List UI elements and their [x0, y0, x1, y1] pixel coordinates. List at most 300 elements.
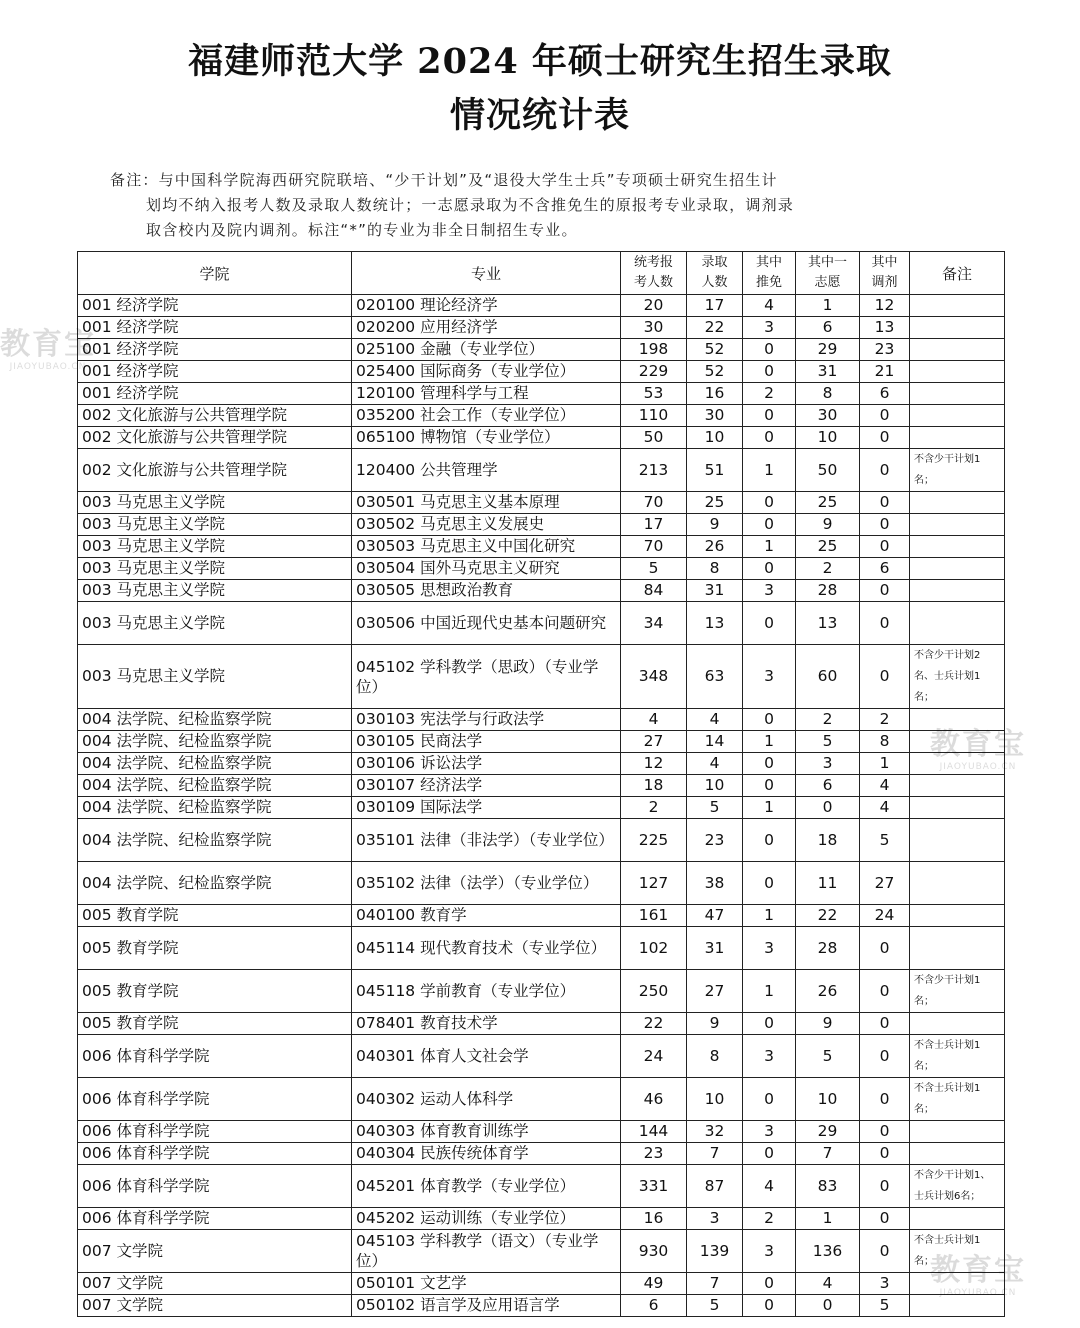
table-row [78, 1035, 1005, 1078]
first-choice-cell: 13 [796, 602, 860, 645]
header-first-choice: 其中一 志愿 [796, 252, 860, 295]
remark-cell [910, 580, 1005, 602]
table-row [78, 295, 1005, 317]
exempt-cell: 0 [743, 1013, 796, 1035]
first-choice-cell: 26 [796, 970, 860, 1013]
college-cell: 002 文化旅游与公共管理学院 [78, 449, 352, 492]
applicants-cell: 930 [621, 1230, 687, 1273]
admitted-cell: 31 [687, 580, 743, 602]
major-cell: 035200 社会工作（专业学位） [352, 405, 621, 427]
table-row [78, 731, 1005, 753]
college-cell: 006 体育科学学院 [78, 1208, 352, 1230]
major-cell: 035101 法律（非法学）（专业学位） [352, 819, 621, 862]
table-body [78, 295, 1005, 1317]
table-row [78, 514, 1005, 536]
remark-cell [910, 819, 1005, 862]
college-cell: 001 经济学院 [78, 317, 352, 339]
college-cell: 003 马克思主义学院 [78, 602, 352, 645]
exempt-cell: 0 [743, 819, 796, 862]
table-row [78, 797, 1005, 819]
table-row [78, 317, 1005, 339]
adjusted-cell: 0 [860, 970, 910, 1013]
major-cell: 030501 马克思主义基本原理 [352, 492, 621, 514]
college-cell: 004 法学院、纪检监察学院 [78, 731, 352, 753]
admitted-cell: 139 [687, 1230, 743, 1273]
first-choice-cell: 136 [796, 1230, 860, 1273]
remark-cell [910, 1273, 1005, 1295]
major-cell: 050102 语言学及应用语言学 [352, 1295, 621, 1317]
major-cell: 030107 经济法学 [352, 775, 621, 797]
college-cell: 003 马克思主义学院 [78, 514, 352, 536]
major-cell: 045201 体育教学（专业学位） [352, 1165, 621, 1208]
major-cell: 030109 国际法学 [352, 797, 621, 819]
adjusted-cell: 21 [860, 361, 910, 383]
applicants-cell: 348 [621, 645, 687, 709]
college-cell: 004 法学院、纪检监察学院 [78, 753, 352, 775]
applicants-cell: 22 [621, 1013, 687, 1035]
table-header-row [78, 252, 1005, 295]
table-row [78, 492, 1005, 514]
applicants-cell: 18 [621, 775, 687, 797]
exempt-cell: 4 [743, 295, 796, 317]
remark-cell [910, 295, 1005, 317]
adjusted-cell: 27 [860, 862, 910, 905]
note-paragraph [110, 168, 925, 243]
first-choice-cell: 60 [796, 645, 860, 709]
exempt-cell: 0 [743, 427, 796, 449]
college-cell: 001 经济学院 [78, 383, 352, 405]
major-cell: 040301 体育人文社会学 [352, 1035, 621, 1078]
applicants-cell: 144 [621, 1121, 687, 1143]
college-cell: 007 文学院 [78, 1273, 352, 1295]
admitted-cell: 52 [687, 339, 743, 361]
table-row [78, 1273, 1005, 1295]
exempt-cell: 0 [743, 862, 796, 905]
table-row [78, 753, 1005, 775]
remark-cell [910, 797, 1005, 819]
exempt-cell: 3 [743, 1230, 796, 1273]
college-cell: 005 教育学院 [78, 1013, 352, 1035]
college-cell: 004 法学院、纪检监察学院 [78, 819, 352, 862]
exempt-cell: 1 [743, 797, 796, 819]
first-choice-cell: 28 [796, 580, 860, 602]
exempt-cell: 0 [743, 1143, 796, 1165]
college-cell: 003 马克思主义学院 [78, 580, 352, 602]
exempt-cell: 3 [743, 645, 796, 709]
admitted-cell: 27 [687, 970, 743, 1013]
applicants-cell: 49 [621, 1273, 687, 1295]
first-choice-cell: 10 [796, 427, 860, 449]
exempt-cell: 3 [743, 580, 796, 602]
first-choice-cell: 5 [796, 1035, 860, 1078]
admitted-cell: 23 [687, 819, 743, 862]
exempt-cell: 0 [743, 1295, 796, 1317]
remark-cell [910, 709, 1005, 731]
admitted-cell: 31 [687, 927, 743, 970]
remark-cell [910, 927, 1005, 970]
admitted-cell: 32 [687, 1121, 743, 1143]
remark-cell: 不含士兵计划1名； [910, 1035, 1005, 1078]
major-cell: 030106 诉讼法学 [352, 753, 621, 775]
college-cell: 006 体育科学学院 [78, 1143, 352, 1165]
applicants-cell: 110 [621, 405, 687, 427]
major-cell: 120400 公共管理学 [352, 449, 621, 492]
adjusted-cell: 0 [860, 1165, 910, 1208]
first-choice-cell: 29 [796, 339, 860, 361]
remark-cell [910, 905, 1005, 927]
first-choice-cell: 7 [796, 1143, 860, 1165]
major-cell: 040303 体育教育训练学 [352, 1121, 621, 1143]
exempt-cell: 0 [743, 1273, 796, 1295]
note-line-2: 划均不纳入报考人数及录取人数统计；一志愿录取为不含推免生的原报考专业录取，调剂录 [146, 196, 795, 214]
adjusted-cell: 0 [860, 536, 910, 558]
applicants-cell: 16 [621, 1208, 687, 1230]
major-cell: 065100 博物馆（专业学位） [352, 427, 621, 449]
college-cell: 005 教育学院 [78, 970, 352, 1013]
table-row [78, 1078, 1005, 1121]
college-cell: 007 文学院 [78, 1230, 352, 1273]
college-cell: 002 文化旅游与公共管理学院 [78, 427, 352, 449]
remark-cell [910, 731, 1005, 753]
admitted-cell: 3 [687, 1208, 743, 1230]
college-cell: 001 经济学院 [78, 361, 352, 383]
admitted-cell: 87 [687, 1165, 743, 1208]
adjusted-cell: 2 [860, 709, 910, 731]
college-cell: 005 教育学院 [78, 905, 352, 927]
college-cell: 006 体育科学学院 [78, 1078, 352, 1121]
table-row [78, 405, 1005, 427]
major-cell: 030506 中国近现代史基本问题研究 [352, 602, 621, 645]
major-cell: 030105 民商法学 [352, 731, 621, 753]
college-cell: 003 马克思主义学院 [78, 645, 352, 709]
remark-cell: 不含士兵计划1名； [910, 1078, 1005, 1121]
applicants-cell: 30 [621, 317, 687, 339]
applicants-cell: 127 [621, 862, 687, 905]
exempt-cell: 3 [743, 927, 796, 970]
first-choice-cell: 83 [796, 1165, 860, 1208]
table-row [78, 775, 1005, 797]
remark-cell [910, 339, 1005, 361]
major-cell: 045103 学科教学（语文）（专业学位） [352, 1230, 621, 1273]
admitted-cell: 7 [687, 1273, 743, 1295]
exempt-cell: 0 [743, 1078, 796, 1121]
exempt-cell: 2 [743, 383, 796, 405]
applicants-cell: 50 [621, 427, 687, 449]
remark-cell [910, 317, 1005, 339]
admitted-cell: 10 [687, 775, 743, 797]
applicants-cell: 225 [621, 819, 687, 862]
major-cell: 050101 文艺学 [352, 1273, 621, 1295]
remark-cell [910, 753, 1005, 775]
college-cell: 006 体育科学学院 [78, 1165, 352, 1208]
table-row [78, 1230, 1005, 1273]
major-cell: 040304 民族传统体育学 [352, 1143, 621, 1165]
first-choice-cell: 2 [796, 709, 860, 731]
major-cell: 040302 运动人体科学 [352, 1078, 621, 1121]
adjusted-cell: 5 [860, 1295, 910, 1317]
adjusted-cell: 0 [860, 1208, 910, 1230]
applicants-cell: 250 [621, 970, 687, 1013]
college-cell: 003 马克思主义学院 [78, 492, 352, 514]
college-cell: 007 文学院 [78, 1295, 352, 1317]
applicants-cell: 4 [621, 709, 687, 731]
major-cell: 045102 学科教学（思政）（专业学位） [352, 645, 621, 709]
table-row [78, 602, 1005, 645]
first-choice-cell: 8 [796, 383, 860, 405]
major-cell: 030103 宪法学与行政法学 [352, 709, 621, 731]
table-row [78, 927, 1005, 970]
applicants-cell: 12 [621, 753, 687, 775]
remark-cell [910, 383, 1005, 405]
adjusted-cell: 0 [860, 1230, 910, 1273]
first-choice-cell: 0 [796, 797, 860, 819]
note-line-3: 取含校内及院内调剂。标注“*”的专业为非全日制招生专业。 [146, 221, 578, 239]
applicants-cell: 53 [621, 383, 687, 405]
remark-cell [910, 427, 1005, 449]
remark-cell: 不含少干计划1名； [910, 449, 1005, 492]
adjusted-cell: 4 [860, 797, 910, 819]
admitted-cell: 17 [687, 295, 743, 317]
remark-cell [910, 405, 1005, 427]
exempt-cell: 0 [743, 514, 796, 536]
major-cell: 045118 学前教育（专业学位） [352, 970, 621, 1013]
admitted-cell: 47 [687, 905, 743, 927]
applicants-cell: 198 [621, 339, 687, 361]
admitted-cell: 16 [687, 383, 743, 405]
exempt-cell: 1 [743, 731, 796, 753]
table-row [78, 427, 1005, 449]
admitted-cell: 4 [687, 709, 743, 731]
exempt-cell: 2 [743, 1208, 796, 1230]
remark-cell [910, 862, 1005, 905]
first-choice-cell: 2 [796, 558, 860, 580]
applicants-cell: 34 [621, 602, 687, 645]
exempt-cell: 3 [743, 317, 796, 339]
adjusted-cell: 0 [860, 514, 910, 536]
header-exempt: 其中 推免 [743, 252, 796, 295]
applicants-cell: 213 [621, 449, 687, 492]
admitted-cell: 5 [687, 1295, 743, 1317]
table-row [78, 1295, 1005, 1317]
college-cell: 004 法学院、纪检监察学院 [78, 775, 352, 797]
major-cell: 120100 管理科学与工程 [352, 383, 621, 405]
remark-cell [910, 1208, 1005, 1230]
college-cell: 004 法学院、纪检监察学院 [78, 797, 352, 819]
major-cell: 030505 思想政治教育 [352, 580, 621, 602]
remark-cell [910, 514, 1005, 536]
adjusted-cell: 0 [860, 405, 910, 427]
first-choice-cell: 30 [796, 405, 860, 427]
remark-cell [910, 1121, 1005, 1143]
header-applicants: 统考报 考人数 [621, 252, 687, 295]
applicants-cell: 24 [621, 1035, 687, 1078]
remark-cell [910, 536, 1005, 558]
remark-cell [910, 1295, 1005, 1317]
table-row [78, 970, 1005, 1013]
major-cell: 020100 理论经济学 [352, 295, 621, 317]
adjusted-cell: 0 [860, 427, 910, 449]
first-choice-cell: 6 [796, 775, 860, 797]
admitted-cell: 30 [687, 405, 743, 427]
first-choice-cell: 31 [796, 361, 860, 383]
exempt-cell: 3 [743, 1121, 796, 1143]
first-choice-cell: 1 [796, 295, 860, 317]
remark-cell: 不含少干计划1、士兵计划6名； [910, 1165, 1005, 1208]
first-choice-cell: 25 [796, 492, 860, 514]
exempt-cell: 0 [743, 753, 796, 775]
remark-cell [910, 361, 1005, 383]
adjusted-cell: 0 [860, 927, 910, 970]
exempt-cell: 1 [743, 449, 796, 492]
college-cell: 005 教育学院 [78, 927, 352, 970]
first-choice-cell: 1 [796, 1208, 860, 1230]
major-cell: 030504 国外马克思主义研究 [352, 558, 621, 580]
major-cell: 045114 现代教育技术（专业学位） [352, 927, 621, 970]
admitted-cell: 63 [687, 645, 743, 709]
admitted-cell: 38 [687, 862, 743, 905]
first-choice-cell: 22 [796, 905, 860, 927]
admitted-cell: 52 [687, 361, 743, 383]
first-choice-cell: 0 [796, 1295, 860, 1317]
admitted-cell: 13 [687, 602, 743, 645]
watermark-right-bottom: 教育宝 JIAOYUBAO.CN [930, 1253, 1026, 1298]
first-choice-cell: 9 [796, 514, 860, 536]
college-cell: 003 马克思主义学院 [78, 558, 352, 580]
college-cell: 001 经济学院 [78, 339, 352, 361]
admitted-cell: 51 [687, 449, 743, 492]
adjusted-cell: 0 [860, 580, 910, 602]
exempt-cell: 0 [743, 602, 796, 645]
document-title-line2: 情况统计表 [449, 95, 630, 136]
adjusted-cell: 0 [860, 1078, 910, 1121]
major-cell: 030502 马克思主义发展史 [352, 514, 621, 536]
applicants-cell: 5 [621, 558, 687, 580]
major-cell: 025400 国际商务（专业学位） [352, 361, 621, 383]
table-row [78, 1013, 1005, 1035]
first-choice-cell: 29 [796, 1121, 860, 1143]
first-choice-cell: 9 [796, 1013, 860, 1035]
applicants-cell: 20 [621, 295, 687, 317]
table-row [78, 645, 1005, 709]
exempt-cell: 3 [743, 1035, 796, 1078]
first-choice-cell: 25 [796, 536, 860, 558]
table-row [78, 383, 1005, 405]
remark-cell [910, 1013, 1005, 1035]
admitted-cell: 9 [687, 514, 743, 536]
note-line-1: 备注：与中国科学院海西研究院联培、“少干计划”及“退役大学生士兵”专项硕士研究生招生计 [110, 171, 778, 189]
table-row [78, 361, 1005, 383]
table-row [78, 1121, 1005, 1143]
first-choice-cell: 28 [796, 927, 860, 970]
adjusted-cell: 13 [860, 317, 910, 339]
major-cell: 078401 教育技术学 [352, 1013, 621, 1035]
admitted-cell: 14 [687, 731, 743, 753]
table-row [78, 1165, 1005, 1208]
college-cell: 003 马克思主义学院 [78, 536, 352, 558]
remark-cell: 不含少干计划1名； [910, 970, 1005, 1013]
exempt-cell: 0 [743, 492, 796, 514]
adjusted-cell: 3 [860, 1273, 910, 1295]
table-row [78, 862, 1005, 905]
applicants-cell: 331 [621, 1165, 687, 1208]
admitted-cell: 22 [687, 317, 743, 339]
header-admitted: 录取 人数 [687, 252, 743, 295]
college-cell: 002 文化旅游与公共管理学院 [78, 405, 352, 427]
adjusted-cell: 0 [860, 1013, 910, 1035]
remark-cell [910, 1143, 1005, 1165]
exempt-cell: 0 [743, 775, 796, 797]
remark-cell [910, 602, 1005, 645]
exempt-cell: 0 [743, 339, 796, 361]
applicants-cell: 46 [621, 1078, 687, 1121]
table-row [78, 536, 1005, 558]
exempt-cell: 0 [743, 405, 796, 427]
exempt-cell: 0 [743, 709, 796, 731]
exempt-cell: 4 [743, 1165, 796, 1208]
admitted-cell: 5 [687, 797, 743, 819]
table-row [78, 1208, 1005, 1230]
adjusted-cell: 0 [860, 1035, 910, 1078]
applicants-cell: 84 [621, 580, 687, 602]
applicants-cell: 161 [621, 905, 687, 927]
remark-cell: 不含士兵计划1名； [910, 1230, 1005, 1273]
exempt-cell: 0 [743, 361, 796, 383]
remark-cell [910, 775, 1005, 797]
first-choice-cell: 10 [796, 1078, 860, 1121]
major-cell: 025100 金融（专业学位） [352, 339, 621, 361]
table-row [78, 339, 1005, 361]
table-row [78, 1143, 1005, 1165]
adjusted-cell: 8 [860, 731, 910, 753]
table-row [78, 819, 1005, 862]
major-cell: 020200 应用经济学 [352, 317, 621, 339]
applicants-cell: 70 [621, 492, 687, 514]
applicants-cell: 27 [621, 731, 687, 753]
first-choice-cell: 18 [796, 819, 860, 862]
document-title-line1: 福建师范大学 2024 年硕士研究生招生录取 [188, 41, 892, 82]
adjusted-cell: 0 [860, 1143, 910, 1165]
admitted-cell: 7 [687, 1143, 743, 1165]
adjusted-cell: 6 [860, 558, 910, 580]
admitted-cell: 8 [687, 1035, 743, 1078]
college-cell: 006 体育科学学院 [78, 1121, 352, 1143]
table-row [78, 558, 1005, 580]
watermark-right-middle: 教育宝 JIAOYUBAO.CN [930, 727, 1026, 772]
exempt-cell: 1 [743, 970, 796, 1013]
major-cell: 030503 马克思主义中国化研究 [352, 536, 621, 558]
header-college: 学院 [78, 252, 352, 295]
first-choice-cell: 50 [796, 449, 860, 492]
adjusted-cell: 0 [860, 492, 910, 514]
applicants-cell: 2 [621, 797, 687, 819]
header-remark: 备注 [910, 252, 1005, 295]
first-choice-cell: 11 [796, 862, 860, 905]
first-choice-cell: 4 [796, 1273, 860, 1295]
admitted-cell: 4 [687, 753, 743, 775]
header-major: 专业 [352, 252, 621, 295]
adjusted-cell: 5 [860, 819, 910, 862]
adjusted-cell: 24 [860, 905, 910, 927]
adjusted-cell: 0 [860, 449, 910, 492]
adjusted-cell: 23 [860, 339, 910, 361]
adjusted-cell: 6 [860, 383, 910, 405]
applicants-cell: 6 [621, 1295, 687, 1317]
admitted-cell: 9 [687, 1013, 743, 1035]
remark-cell [910, 558, 1005, 580]
admission-table [77, 251, 1005, 1317]
adjusted-cell: 0 [860, 602, 910, 645]
exempt-cell: 1 [743, 536, 796, 558]
